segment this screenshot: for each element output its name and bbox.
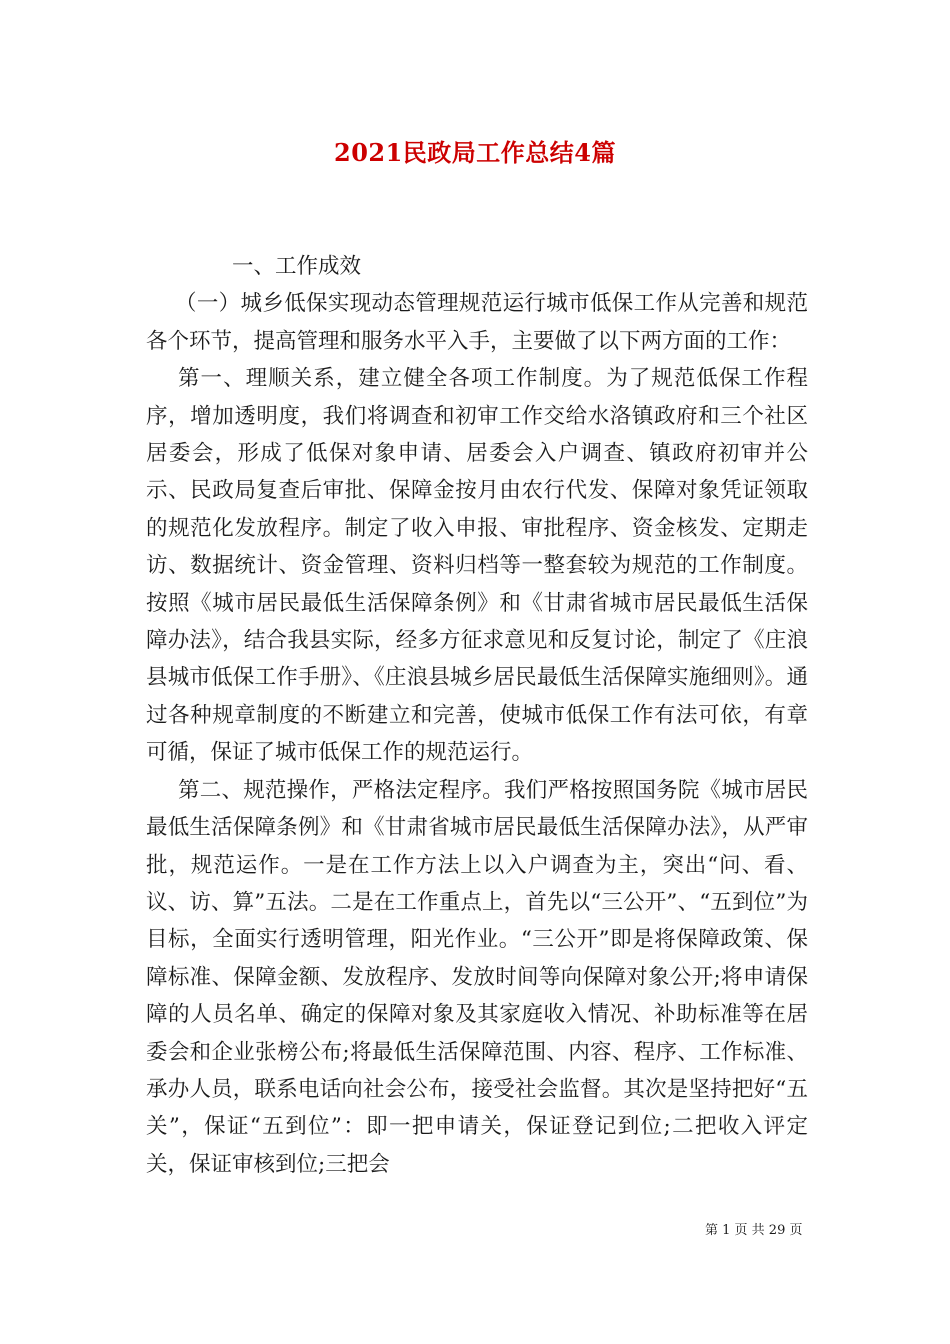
section-heading: 一、工作成效	[232, 254, 362, 279]
paragraph-second-point: 第二、规范操作，严格法定程序。我们严格按照国务院《城市居民最低生活保障条例》和《甘肃省城市居民最低生活保障办法》，从严审批，规范运作。一是在工作方法上以入户调查为主，突出“问、看、议、访、算”五法。二是在工作重点上，首先以“三公开”、“五到位”为目标，全面实行透明管理，阳光作业。“三公开”即是将保障政策、保障标准、保障金额、发放程序、发放时间等向保障对象公开;将申请保障的人员名单、确定的保障对象及其家庭收入情况、补助标准等在居委会和企业张榜公布;将最低生活保障范围、内容、程序、工作标准、承办人员，联系电话向社会公布，接受社会监督。其次是坚持把好“五关”，保证“五到位”：即一把申请关，保证登记到位;二把收入评定关，保证审核到位;三把会	[146, 777, 808, 1177]
document-body	[146, 248, 808, 1183]
paragraph-intro: （一）城乡低保实现动态管理规范运行城市低保工作从完善和规范各个环节，提高管理和服务水平入手，主要做了以下两方面的工作：	[146, 291, 808, 354]
document-title: 2021民政局工作总结4篇	[334, 138, 616, 167]
page-number-footer: 第 1 页 共 29 页	[705, 1223, 803, 1238]
paragraph-first-point: 第一、理顺关系，建立健全各项工作制度。为了规范低保工作程序，增加透明度，我们将调查和初审工作交给水洛镇政府和三个社区居委会，形成了低保对象申请、居委会入户调查、镇政府初审并公示、民政局复查后审批、保障金按月由农行代发、保障对象凭证领取的规范化发放程序。制定了收入申报、审批程序、资金核发、定期走访、数据统计、资金管理、资料归档等一整套较为规范的工作制度。按照《城市居民最低生活保障条例》和《甘肃省城市居民最低生活保障办法》，结合我县实际，经多方征求意见和反复讨论，制定了《庄浪县城市低保工作手册》、《庄浪县城乡居民最低生活保障实施细则》。通过各种规章制度的不断建立和完善，使城市低保工作有法可依，有章可循，保证了城市低保工作的规范运行。	[146, 366, 808, 766]
